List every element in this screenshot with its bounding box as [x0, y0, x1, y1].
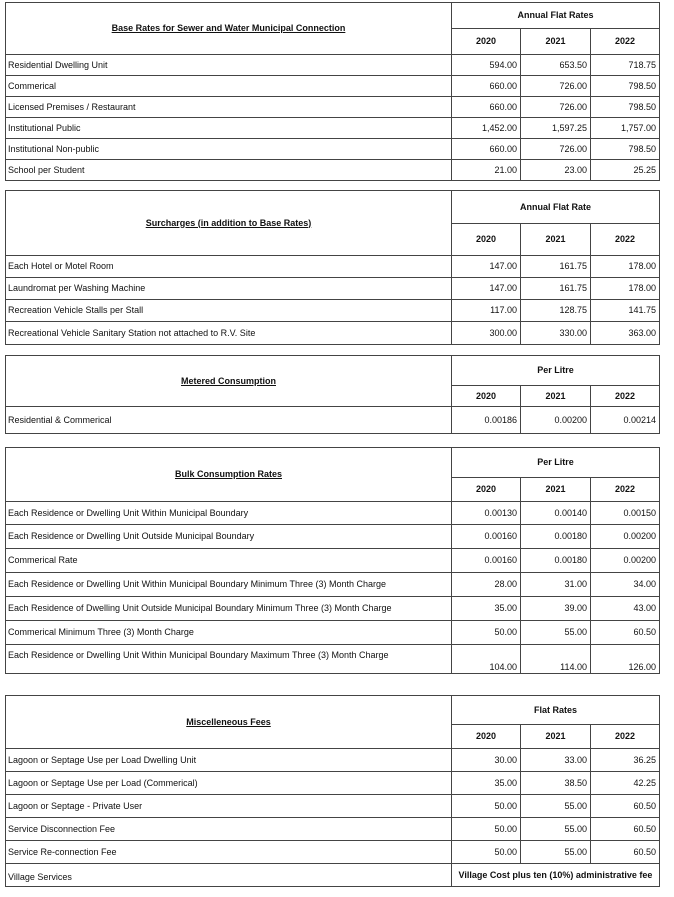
- rate-value: 55.00: [521, 795, 591, 818]
- table-row: [6, 597, 660, 621]
- rate-value: 798.50: [591, 139, 660, 160]
- misc-title: Miscelleneous Fees: [6, 696, 452, 749]
- rate-value: 0.00130: [452, 502, 521, 525]
- rate-value: 0.00140: [521, 502, 591, 525]
- rate-value: 55.00: [521, 841, 591, 864]
- year-2021: 2021: [521, 29, 591, 55]
- rate-value: 30.00: [452, 749, 521, 772]
- rate-value: 128.75: [521, 300, 591, 322]
- rate-value: 0.00180: [521, 549, 591, 573]
- table-row: [6, 76, 660, 97]
- rate-value: 178.00: [591, 256, 660, 278]
- table-row: [6, 256, 660, 278]
- rate-value: 0.00200: [591, 549, 660, 573]
- table-row: [6, 795, 660, 818]
- rate-value: 21.00: [452, 160, 521, 181]
- rate-value: 36.25: [591, 749, 660, 772]
- rate-value: 0.00160: [452, 549, 521, 573]
- rate-value: 0.00214: [591, 407, 660, 434]
- rate-value: 147.00: [452, 256, 521, 278]
- rate-value: 0.00200: [521, 407, 591, 434]
- rate-value: 60.50: [591, 795, 660, 818]
- rate-value: 104.00: [452, 645, 521, 674]
- table-row: [6, 278, 660, 300]
- rate-value: 161.75: [521, 256, 591, 278]
- year-2021: 2021: [521, 224, 591, 256]
- row-label: Service Re-connection Fee: [6, 841, 452, 864]
- rate-value: 161.75: [521, 278, 591, 300]
- rate-value: 114.00: [521, 645, 591, 674]
- table-row: [6, 118, 660, 139]
- year-2022: 2022: [591, 29, 660, 55]
- year-2021: 2021: [521, 386, 591, 407]
- row-label: Each Residence or Dwelling Unit Within Municipal Boundary: [6, 502, 452, 525]
- rate-value: 1,757.00: [591, 118, 660, 139]
- row-label: Commerical Rate: [6, 549, 452, 573]
- table-row: [6, 55, 660, 76]
- rate-value: 33.00: [521, 749, 591, 772]
- rate-value: 147.00: [452, 278, 521, 300]
- rate-value: 55.00: [521, 818, 591, 841]
- rate-value: 60.50: [591, 841, 660, 864]
- row-label: Recreational Vehicle Sanitary Station not attached to R.V. Site: [6, 322, 452, 345]
- row-label: Institutional Public: [6, 118, 452, 139]
- table-row: [6, 502, 660, 525]
- year-2022: 2022: [591, 478, 660, 502]
- rate-value: 178.00: [591, 278, 660, 300]
- rate-value: 35.00: [452, 597, 521, 621]
- rate-value: 50.00: [452, 841, 521, 864]
- surcharges-table: [5, 190, 660, 345]
- table-row: [6, 818, 660, 841]
- base-rates-table: [5, 2, 660, 181]
- rate-value: 0.00200: [591, 525, 660, 549]
- row-label: Service Disconnection Fee: [6, 818, 452, 841]
- metered-table: [5, 355, 660, 434]
- year-2020: 2020: [452, 725, 521, 749]
- rate-value: 1,597.25: [521, 118, 591, 139]
- year-2020: 2020: [452, 29, 521, 55]
- rate-value: 660.00: [452, 97, 521, 118]
- year-2021: 2021: [521, 478, 591, 502]
- row-label: Commerical Minimum Three (3) Month Charge: [6, 621, 452, 645]
- table-row: [6, 549, 660, 573]
- table-row: [6, 160, 660, 181]
- surcharges-group-header: Annual Flat Rate: [452, 191, 660, 224]
- rate-value: 718.75: [591, 55, 660, 76]
- rate-value: 1,452.00: [452, 118, 521, 139]
- rate-value: 726.00: [521, 139, 591, 160]
- table-row: [6, 300, 660, 322]
- table-row: [6, 621, 660, 645]
- table-row: [6, 525, 660, 549]
- table-row: [6, 749, 660, 772]
- base-rates-group-header: Annual Flat Rates: [452, 3, 660, 29]
- surcharges-title: Surcharges (in addition to Base Rates): [6, 191, 452, 256]
- row-label: Each Hotel or Motel Room: [6, 256, 452, 278]
- rate-value: 50.00: [452, 795, 521, 818]
- year-2021: 2021: [521, 725, 591, 749]
- misc-table: [5, 695, 660, 887]
- year-2022: 2022: [591, 224, 660, 256]
- rate-value: 363.00: [591, 322, 660, 345]
- bulk-group-header: Per Litre: [452, 448, 660, 478]
- rate-value: 726.00: [521, 76, 591, 97]
- row-label: Residential Dwelling Unit: [6, 55, 452, 76]
- rate-value: 0.00160: [452, 525, 521, 549]
- row-label: Each Residence or Dwelling Unit Outside Municipal Boundary: [6, 525, 452, 549]
- admin-fee-note: Village Cost plus ten (10%) administrative fee: [452, 864, 660, 887]
- rate-value: 141.75: [591, 300, 660, 322]
- table-row: [6, 407, 660, 434]
- metered-title: Metered Consumption: [6, 356, 452, 407]
- table-row: [6, 97, 660, 118]
- row-label: Recreation Vehicle Stalls per Stall: [6, 300, 452, 322]
- year-2020: 2020: [452, 478, 521, 502]
- rate-value: 55.00: [521, 621, 591, 645]
- row-label: Each Residence or Dwelling Unit Within Municipal Boundary Maximum Three (3) Month Charge: [6, 645, 452, 674]
- rate-value: 126.00: [591, 645, 660, 674]
- year-2020: 2020: [452, 224, 521, 256]
- rate-value: 38.50: [521, 772, 591, 795]
- rate-value: 0.00150: [591, 502, 660, 525]
- row-label: Residential & Commerical: [6, 407, 452, 434]
- rate-value: 0.00186: [452, 407, 521, 434]
- rate-value: 660.00: [452, 139, 521, 160]
- base-rates-title: Base Rates for Sewer and Water Municipal Connection: [6, 3, 452, 55]
- rate-value: 60.50: [591, 818, 660, 841]
- rate-value: 28.00: [452, 573, 521, 597]
- rate-value: 31.00: [521, 573, 591, 597]
- row-label: Laundromat per Washing Machine: [6, 278, 452, 300]
- rate-value: 594.00: [452, 55, 521, 76]
- table-row: [6, 841, 660, 864]
- table-row: [6, 573, 660, 597]
- row-label: Each Residence of Dwelling Unit Outside Municipal Boundary Minimum Three (3) Month Charge: [6, 597, 452, 621]
- rate-value: 798.50: [591, 76, 660, 97]
- row-label: Lagoon or Septage - Private User: [6, 795, 452, 818]
- rate-value: 798.50: [591, 97, 660, 118]
- year-2022: 2022: [591, 386, 660, 407]
- rate-value: 300.00: [452, 322, 521, 345]
- rate-value: 39.00: [521, 597, 591, 621]
- rate-value: 330.00: [521, 322, 591, 345]
- rate-value: 25.25: [591, 160, 660, 181]
- rate-value: 50.00: [452, 621, 521, 645]
- bulk-title: Bulk Consumption Rates: [6, 448, 452, 502]
- year-2020: 2020: [452, 386, 521, 407]
- row-label: Lagoon or Septage Use per Load Dwelling Unit: [6, 749, 452, 772]
- misc-group-header: Flat Rates: [452, 696, 660, 725]
- row-label: Commerical: [6, 76, 452, 97]
- table-row: [6, 645, 660, 674]
- year-2022: 2022: [591, 725, 660, 749]
- table-row: [6, 772, 660, 795]
- rate-value: 43.00: [591, 597, 660, 621]
- table-row: [6, 322, 660, 345]
- bulk-table: [5, 447, 660, 674]
- rate-value: 117.00: [452, 300, 521, 322]
- rate-value: 60.50: [591, 621, 660, 645]
- rate-value: 23.00: [521, 160, 591, 181]
- row-label: Village Services: [6, 864, 452, 887]
- rate-value: 660.00: [452, 76, 521, 97]
- rate-value: 35.00: [452, 772, 521, 795]
- rate-value: 34.00: [591, 573, 660, 597]
- rate-value: 0.00180: [521, 525, 591, 549]
- row-label: Lagoon or Septage Use per Load (Commerical): [6, 772, 452, 795]
- row-label: School per Student: [6, 160, 452, 181]
- table-row: [6, 864, 660, 887]
- rate-value: 726.00: [521, 97, 591, 118]
- rate-value: 42.25: [591, 772, 660, 795]
- rate-value: 50.00: [452, 818, 521, 841]
- row-label: Institutional Non-public: [6, 139, 452, 160]
- row-label: Licensed Premises / Restaurant: [6, 97, 452, 118]
- rate-value: 653.50: [521, 55, 591, 76]
- row-label: Each Residence or Dwelling Unit Within Municipal Boundary Minimum Three (3) Month Charge: [6, 573, 452, 597]
- table-row: [6, 139, 660, 160]
- metered-group-header: Per Litre: [452, 356, 660, 386]
